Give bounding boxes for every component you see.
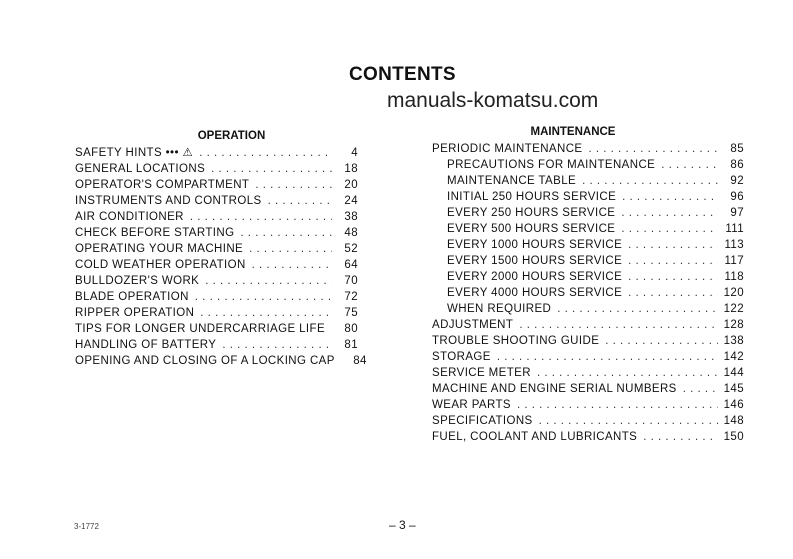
toc-entry-page: 111 xyxy=(725,223,744,235)
toc-entry-title: FUEL, COOLANT AND LUBRICANTS xyxy=(432,431,638,443)
dot-leader xyxy=(589,141,719,157)
dot-leader xyxy=(331,321,332,337)
toc-entry-title: STORAGE xyxy=(432,351,491,363)
dot-leader xyxy=(205,273,332,289)
toc-entry-title: AIR CONDITIONER xyxy=(75,211,184,223)
toc-entry-page: 138 xyxy=(723,335,744,347)
toc-entry-title: EVERY 4000 HOURS SERVICE xyxy=(447,287,623,299)
dot-leader xyxy=(683,381,718,397)
toc-entry xyxy=(432,205,744,221)
operation-section xyxy=(75,128,367,369)
toc-entry-page: 80 xyxy=(344,323,358,335)
dot-leader xyxy=(517,397,718,413)
dot-leader xyxy=(190,209,332,225)
toc-entry-title: SERVICE METER xyxy=(432,367,531,379)
dot-leader xyxy=(582,173,718,189)
dot-leader xyxy=(628,253,718,269)
toc-entry-title: HANDLING OF BATTERY xyxy=(75,339,217,351)
toc-entry-title: COLD WEATHER OPERATION xyxy=(75,259,246,271)
toc-entry xyxy=(432,397,744,413)
toc-entry xyxy=(75,241,358,257)
toc-entry-page: 148 xyxy=(723,415,744,427)
toc-entry xyxy=(75,321,358,337)
dot-leader xyxy=(497,349,718,365)
toc-entry-title: PERIODIC MAINTENANCE xyxy=(432,143,583,155)
toc-entry-page: 92 xyxy=(730,175,744,187)
toc-entry-title: OPENING AND CLOSING OF A LOCKING CAP xyxy=(75,355,335,367)
toc-entry xyxy=(432,285,744,301)
toc-entry-page: 128 xyxy=(723,319,744,331)
maintenance-heading: MAINTENANCE xyxy=(530,126,616,138)
toc-entry-title: OPERATING YOUR MACHINE xyxy=(75,243,244,255)
toc-entry xyxy=(75,225,358,241)
toc-entry-title: WHEN REQUIRED xyxy=(447,303,552,315)
toc-entry-title: ADJUSTMENT xyxy=(432,319,514,331)
toc-entry-page: 24 xyxy=(344,195,358,207)
maintenance-list xyxy=(432,141,744,445)
dot-leader xyxy=(628,269,718,285)
page-number: – 3 – xyxy=(389,518,416,532)
toc-entry xyxy=(75,209,358,225)
toc-entry-page: 48 xyxy=(344,227,358,239)
toc-entry xyxy=(75,193,358,209)
dot-leader xyxy=(249,241,332,257)
toc-entry xyxy=(75,273,358,289)
dot-leader xyxy=(240,225,332,241)
toc-entry-page: 97 xyxy=(730,207,744,219)
dot-leader xyxy=(519,317,717,333)
toc-entry-page: 122 xyxy=(723,303,744,315)
toc-entry xyxy=(432,157,744,173)
toc-entry-page: 150 xyxy=(723,431,744,443)
dot-leader xyxy=(222,337,332,353)
toc-entry-page: 18 xyxy=(344,163,358,175)
toc-entry-title: CHECK BEFORE STARTING xyxy=(75,227,235,239)
toc-entry-title: OPERATOR'S COMPARTMENT xyxy=(75,179,250,191)
dot-leader xyxy=(200,305,332,321)
toc-entry xyxy=(432,189,744,205)
dot-leader xyxy=(628,237,718,253)
dot-leader xyxy=(268,193,332,209)
toc-entry-page: 70 xyxy=(344,275,358,287)
toc-entry-page: 86 xyxy=(730,159,744,171)
dot-leader xyxy=(195,289,332,305)
dot-leader xyxy=(621,205,718,221)
toc-entry-title: TROUBLE SHOOTING GUIDE xyxy=(432,335,600,347)
toc-entry-page: 146 xyxy=(723,399,744,411)
toc-entry xyxy=(432,349,744,365)
toc-entry xyxy=(432,237,744,253)
toc-entry xyxy=(75,161,358,177)
toc-entry-title: WEAR PARTS xyxy=(432,399,511,411)
toc-entry xyxy=(432,221,744,237)
toc-entry-page: 20 xyxy=(344,179,358,191)
dot-leader xyxy=(643,429,717,445)
toc-entry-page: 120 xyxy=(723,287,744,299)
document-code: 3-1772 xyxy=(74,522,99,531)
toc-entry xyxy=(432,365,744,381)
toc-entry-page: 52 xyxy=(344,243,358,255)
toc-entry-title: RIPPER OPERATION xyxy=(75,307,195,319)
toc-entry xyxy=(75,257,358,273)
toc-entry-title: INITIAL 250 HOURS SERVICE xyxy=(447,191,617,203)
toc-entry-page: 81 xyxy=(344,339,358,351)
toc-entry-page: 4 xyxy=(351,147,358,159)
toc-entry xyxy=(432,301,744,317)
dot-leader xyxy=(557,301,717,317)
dot-leader xyxy=(252,257,332,273)
dot-leader xyxy=(199,145,332,161)
toc-entry xyxy=(75,289,358,305)
toc-entry-title: INSTRUMENTS AND CONTROLS xyxy=(75,195,262,207)
toc-entry-title: EVERY 500 HOURS SERVICE xyxy=(447,223,616,235)
toc-entry xyxy=(432,253,744,269)
toc-entry-page: 64 xyxy=(344,259,358,271)
toc-entry-title: GENERAL LOCATIONS xyxy=(75,163,206,175)
toc-entry-page: 38 xyxy=(344,211,358,223)
dot-leader xyxy=(605,333,717,349)
toc-entry-title: MAINTENANCE TABLE xyxy=(447,175,577,187)
dot-leader xyxy=(537,365,718,381)
toc-entry-title: SPECIFICATIONS xyxy=(432,415,533,427)
toc-entry-page: 142 xyxy=(723,351,744,363)
toc-entry xyxy=(432,173,744,189)
toc-entry xyxy=(432,429,744,445)
toc-entry xyxy=(75,305,358,321)
toc-entry xyxy=(432,333,744,349)
page-title: CONTENTS xyxy=(349,64,456,85)
dot-leader xyxy=(255,177,332,193)
toc-entry xyxy=(432,317,744,333)
toc-entry xyxy=(75,177,358,193)
toc-entry xyxy=(432,141,744,157)
toc-entry-title: EVERY 250 HOURS SERVICE xyxy=(447,207,616,219)
toc-entry-title: EVERY 1500 HOURS SERVICE xyxy=(447,255,623,267)
toc-entry-title: EVERY 1000 HOURS SERVICE xyxy=(447,239,623,251)
toc-entry-page: 72 xyxy=(344,291,358,303)
toc-entry-page: 145 xyxy=(723,383,744,395)
toc-entry xyxy=(75,145,358,161)
toc-entry xyxy=(432,413,744,429)
toc-entry xyxy=(432,381,744,397)
operation-heading: OPERATION xyxy=(197,130,266,142)
toc-entry-page: 113 xyxy=(724,239,744,251)
toc-entry-page: 75 xyxy=(344,307,358,319)
toc-entry-page: 144 xyxy=(723,367,744,379)
dot-leader xyxy=(622,189,718,205)
toc-entry-title: EVERY 2000 HOURS SERVICE xyxy=(447,271,623,283)
dot-leader xyxy=(211,161,332,177)
toc-entry-title: BULLDOZER'S WORK xyxy=(75,275,200,287)
toc-entry xyxy=(432,269,744,285)
toc-entry-page: 117 xyxy=(724,255,744,267)
toc-entry xyxy=(75,353,367,369)
maintenance-section xyxy=(432,124,744,445)
toc-entry-title: PRECAUTIONS FOR MAINTENANCE xyxy=(447,159,656,171)
toc-entry-page: 85 xyxy=(730,143,744,155)
toc-entry-title: SAFETY HINTS ••• ⚠ xyxy=(75,147,194,159)
toc-entry-title: TIPS FOR LONGER UNDERCARRIAGE LIFE xyxy=(75,323,326,335)
toc-entry-title: BLADE OPERATION xyxy=(75,291,189,303)
dot-leader xyxy=(661,157,718,173)
toc-entry-title: MACHINE AND ENGINE SERIAL NUMBERS xyxy=(432,383,677,395)
watermark: manuals-komatsu.com xyxy=(387,89,599,112)
toc-entry-page: 118 xyxy=(724,271,744,283)
dot-leader xyxy=(628,285,717,301)
toc-entry xyxy=(75,337,358,353)
dot-leader xyxy=(539,413,718,429)
dot-leader xyxy=(621,221,718,237)
operation-list xyxy=(75,145,367,369)
toc-entry-page: 96 xyxy=(730,191,744,203)
toc-entry-page: 84 xyxy=(353,355,367,367)
